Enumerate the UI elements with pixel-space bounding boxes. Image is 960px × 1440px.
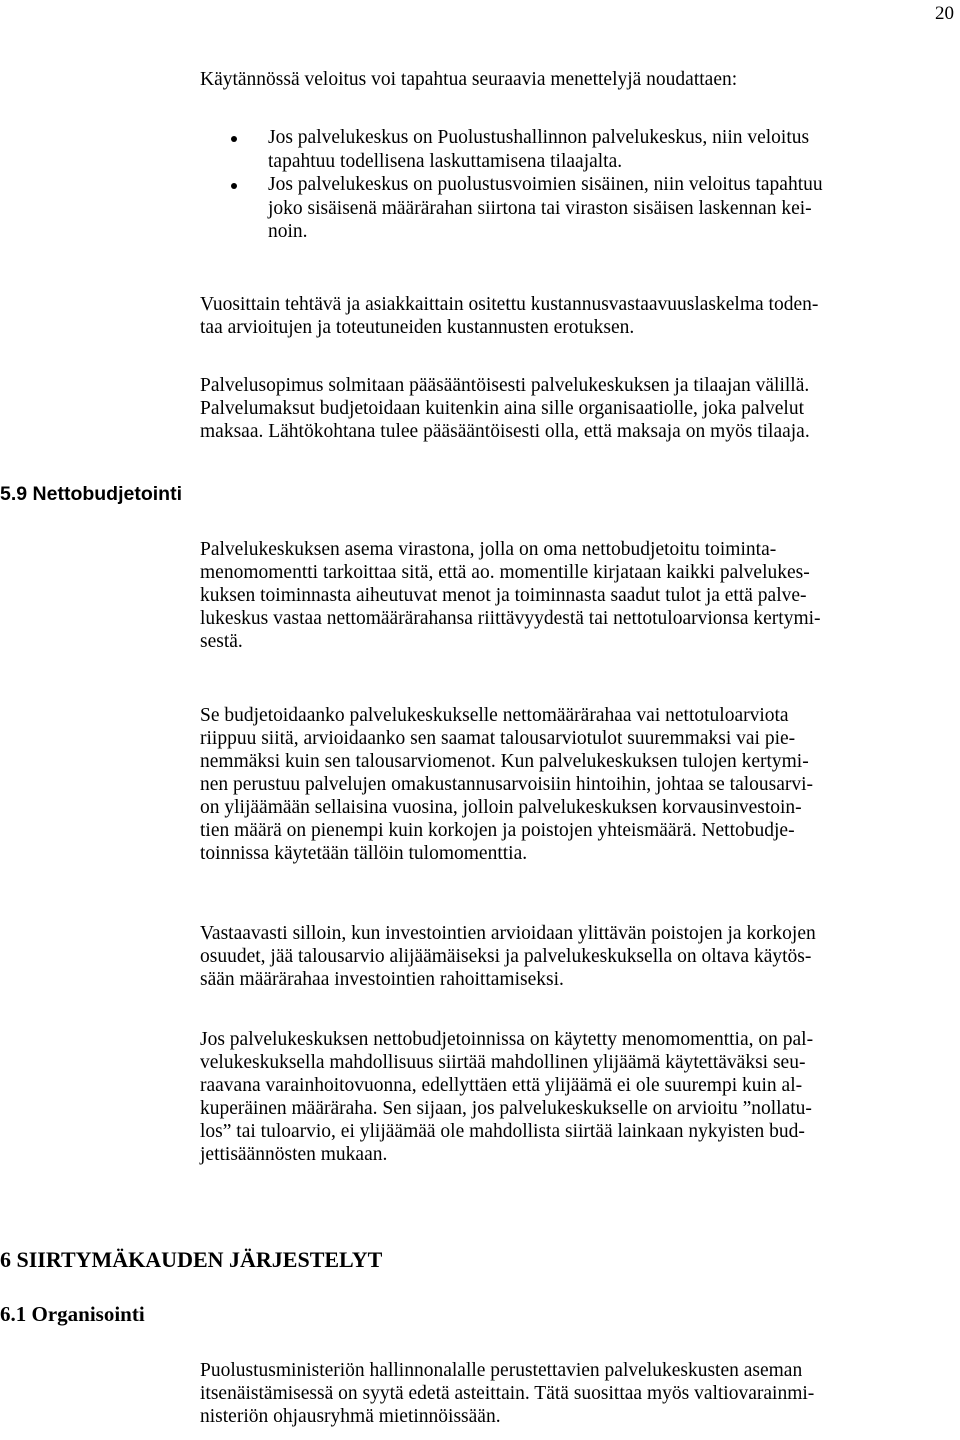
text-line: Se budjetoidaanko palvelukeskukselle nettomäärärahaa vai nettotuloarviota (200, 705, 789, 726)
text-line: toinnissa käytetään tällöin tulomomenttia. (200, 843, 528, 864)
text-line: velukeskuksella mahdollisuus siirtää mahdollinen ylijäämä käytettäväksi seu- (200, 1052, 806, 1073)
paragraph-net-budgeting-3 (200, 922, 950, 991)
text-line: itsenäistämisessä on syytä edetä asteittain. Tätä suosittaa myös valtiovarainmi- (200, 1383, 815, 1404)
bullet-item (200, 126, 950, 173)
text-line: Puolustusministeriön hallinnonalalle perustettavien palvelukeskusten aseman (200, 1360, 803, 1381)
text-line: jettisäännösten mukaan. (200, 1144, 388, 1165)
text-line: Palvelumaksut budjetoidaan kuitenkin aina sille organisaatiolle, joka palvelut (200, 398, 804, 419)
text-line: taa arvioitujen ja toteutuneiden kustannusten erotuksen. (200, 317, 635, 338)
paragraph-net-budgeting-2 (200, 704, 950, 865)
text-line: maksaa. Lähtökohtana tulee pääsääntöisesti olla, että maksaja on myös tilaaja. (200, 421, 810, 442)
text-line: nisteriön ohjausryhmä mietinnöissään. (200, 1406, 501, 1427)
text-line: Vastaavasti silloin, kun investointien arvioidaan ylittävän poistojen ja korkojen (200, 923, 816, 944)
bullet-line: noin. (268, 221, 308, 242)
text-line: kuksen toiminnasta aiheutuvat menot ja toiminnasta saadut tulot ja että palve- (200, 585, 807, 606)
paragraph-net-budgeting-1 (200, 538, 950, 653)
chapter-heading-6: 6 SIIRTYMÄKAUDEN JÄRJESTELYT (0, 1247, 383, 1272)
text-line: kuperäinen määräraha. Sen sijaan, jos palvelukeskukselle on arvioitu ”nollatu- (200, 1098, 812, 1119)
text-line: sään määrärahaa investointien rahoittamiseksi. (200, 969, 564, 990)
text-line: nemmäksi kuin sen talousarviomenot. Kun palvelukeskuksen tulojen kertymi- (200, 751, 809, 772)
paragraph-annual-calculation (200, 293, 950, 339)
text-line: sestä. (200, 631, 243, 652)
paragraph-organisation (200, 1359, 950, 1428)
paragraph-service-contract (200, 374, 950, 443)
text-line: menomomentti tarkoittaa sitä, että ao. momentille kirjataan kaikki palvelukes- (200, 562, 810, 583)
bullet-line: joko sisäisenä määrärahan siirtona tai viraston sisäisen laskennan kei- (268, 197, 812, 219)
bullet-icon (231, 136, 237, 142)
bullet-line: tapahtuu todellisena laskuttamisena tilaajalta. (268, 150, 623, 172)
section-heading-5-9: 5.9 Nettobudjetointi (0, 483, 182, 505)
bullet-icon (231, 183, 237, 189)
page-number: 20 (935, 3, 954, 24)
text-line: nen perustuu palvelujen omakustannusarvoisiin hintoihin, johtaa se talousarvi- (200, 774, 814, 795)
bullet-item (200, 173, 950, 244)
text-line: osuudet, jää talousarvio alijäämäiseksi ja palvelukeskuksella on oltava käytös- (200, 946, 812, 967)
bullet-line: Jos palvelukeskus on Puolustushallinnon palvelukeskus, niin veloitus (268, 127, 810, 148)
text-line: riippuu siitä, arvioidaanko sen saamat talousarviotulot suuremmaksi vai pie- (200, 728, 796, 749)
paragraph-net-budgeting-4 (200, 1028, 950, 1166)
text-line: Palvelusopimus solmitaan pääsääntöisesti palvelukeskuksen ja tilaajan välillä. (200, 375, 810, 396)
text-line: Palvelukeskuksen asema virastona, jolla on oma nettobudjetoitu toiminta- (200, 539, 777, 560)
text-line: raavana varainhoitovuonna, edellyttäen että ylijäämä ei ole suurempi kuin al- (200, 1075, 803, 1096)
section-heading-6-1: 6.1 Organisointi (0, 1302, 145, 1326)
intro-paragraph: Käytännössä veloitus voi tapahtua seuraavia menettelyjä noudattaen: (200, 69, 738, 90)
text-line: lukeskus vastaa nettomäärärahansa riittävyydestä tai nettotuloarvionsa kertymi- (200, 608, 821, 629)
text-line: Vuosittain tehtävä ja asiakkaittain ositettu kustannusvastaavuuslaskelma toden- (200, 294, 819, 315)
bullet-line: Jos palvelukeskus on puolustusvoimien sisäinen, niin veloitus tapahtuu (268, 174, 823, 195)
text-line: tien määrä on pienempi kuin korkojen ja poistojen yhteismäärä. Nettobudje- (200, 820, 795, 841)
text-line: los” tai tuloarvio, ei ylijäämää ole mahdollista siirtää lainkaan nykyisten bud- (200, 1121, 805, 1142)
text-line: on ylijäämään sellaisina vuosina, jolloin palvelukeskuksen korvausinvestoin- (200, 797, 802, 818)
text-line: Jos palvelukeskuksen nettobudjetoinnissa on käytetty menomomenttia, on pal- (200, 1029, 814, 1050)
bullet-list (200, 126, 950, 244)
